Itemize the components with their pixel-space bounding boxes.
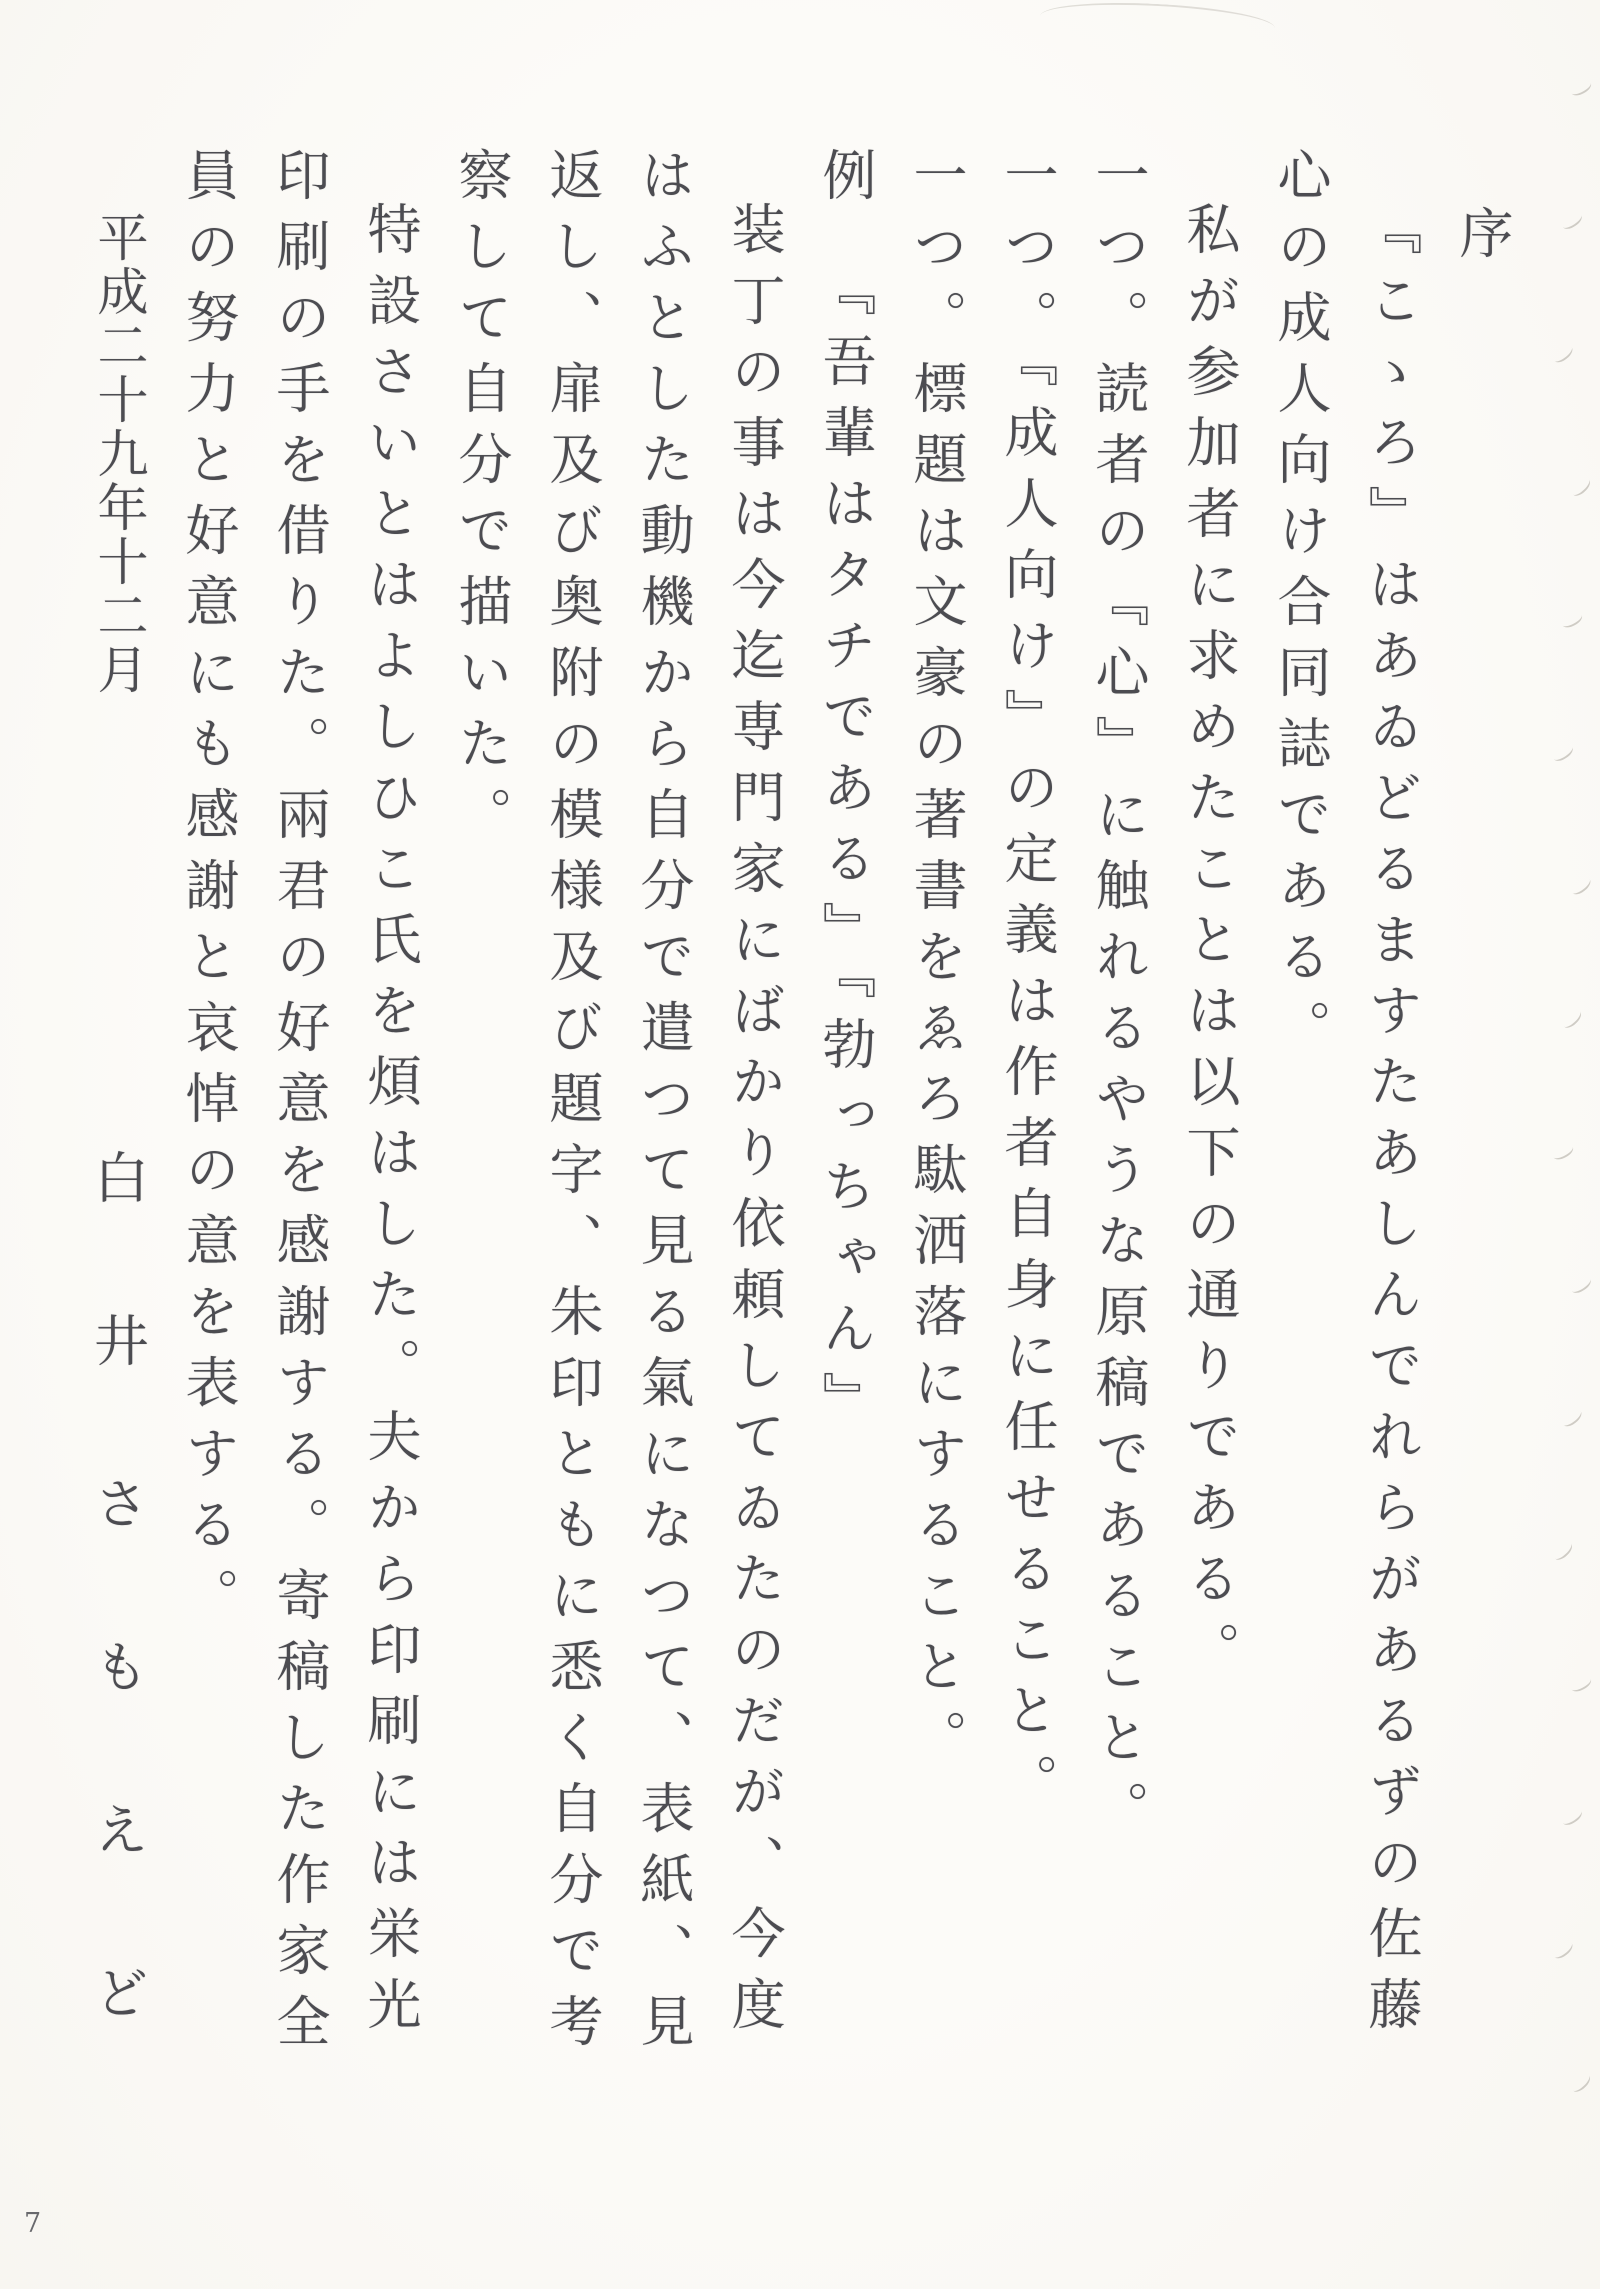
scan-artifact [1569,475,1593,499]
author-signature: 白井さもえど [85,1149,149,2127]
scan-artifact [1568,78,1593,99]
text-column: 装丁の事は今迄専門家にばかり依頼してゐたのだが、今度 [723,201,786,2047]
text-column: 察して自分で描いた。 [450,147,513,857]
text-block [71,147,1528,2187]
scan-artifact [1569,1274,1594,1296]
colophon-column [71,147,163,2251]
text-column: 印刷の手を借りた。兩君の好意を感謝する。寄稿した作家全 [268,147,331,2064]
text-column: 特設さいとはよしひこ氏を煩はした。夫から印刷には栄光 [359,201,422,2047]
scan-artifact [1569,874,1594,897]
scan-artifact [1568,1674,1593,1695]
text-column: 『こゝろ』はあゐどるますたあしんでれらがあるずの佐藤 [1360,201,1423,2047]
text-column: 員の努力と好意にも感謝と哀悼の意を表する。 [177,147,240,1638]
scan-artifact [1551,1938,1576,1961]
scan-artifact [1559,610,1584,631]
text-column: はふとした動機から自分で遣つて見る氣になつて、表紙、見 [632,147,695,2064]
text-column: 例 『吾輩はタチである』『勃っちゃん』 [814,147,877,1442]
text-column: 返し、扉及び奥附の模様及び題字、朱印ともに悉く自分で考 [541,147,604,2064]
scan-artifact [1551,1539,1575,1563]
text-column: 心の成人向け合同誌である。 [1269,147,1332,1070]
scan-artifact-top [1039,0,1276,46]
date-text: 平成二十九年十二月 [88,211,147,697]
scan-artifact [1560,1806,1585,1828]
scan-artifact [1560,1406,1585,1429]
scan-artifact [1551,742,1576,764]
scan-artifact [1560,210,1585,232]
scan-artifact [1550,1142,1575,1163]
section-heading: 序 [1451,205,1514,276]
text-column: 一つ。読者の『心』に触れるやうな原稿であること。 [1087,147,1150,1851]
scan-artifact [1560,1007,1584,1031]
scan-artifact [1551,342,1576,365]
text-column: 一つ。標題は文豪の著書をゑろ駄洒落にすること。 [905,147,968,1780]
text-column: 一つ。『成人向け』の定義は作者自身に任せること。 [996,147,1059,1824]
scan-artifact [1569,2071,1593,2095]
page-number: 7 [24,2208,42,2239]
text-column: 私が参加者に求めたことは以下の通りである。 [1178,201,1241,1692]
